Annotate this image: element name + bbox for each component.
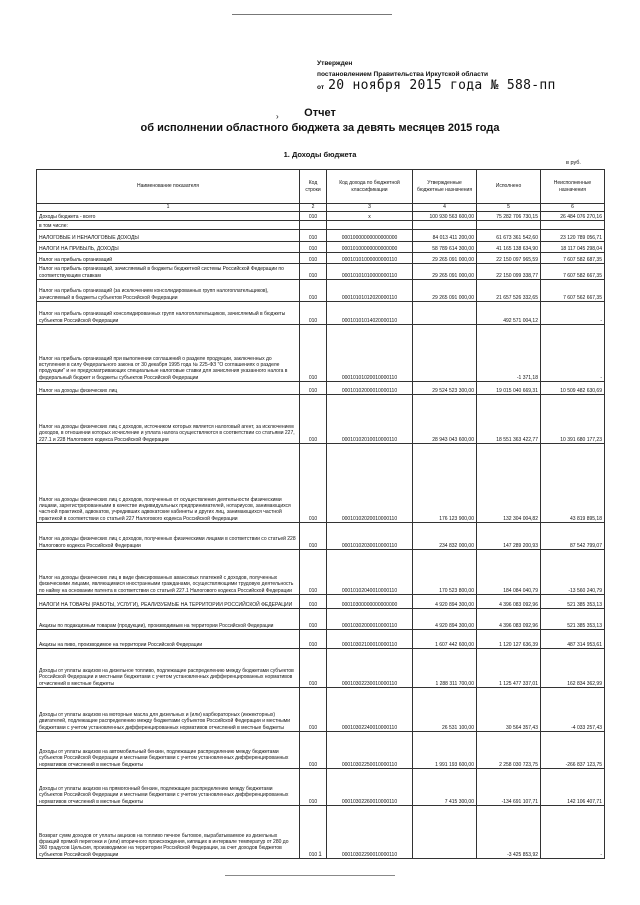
row-name: Налог на прибыль организаций, зачисляемый в бюджеты бюджетной системы Российской Федерации по соответствующим ставкам <box>37 264 300 280</box>
row-executed: 19 015 040 669,31 <box>477 382 541 395</box>
row-line-code: 010 <box>300 212 327 221</box>
row-executed: -3 425 853,92 <box>477 806 541 859</box>
row-remaining: 521 385 353,13 <box>541 609 605 630</box>
row-name: Налог на прибыль организаций консолидированных групп налогоплательщиков, зачисляемый в бюджеты субъектов Российской Федерации <box>37 302 300 325</box>
row-executed: 30 564 357,43 <box>477 688 541 732</box>
row-remaining: 87 542 799,07 <box>541 523 605 550</box>
row-income-code: 00010102000010000110 <box>327 382 413 395</box>
row-name: Налог на доходы физических лиц с доходов, полученных физическими лицами в соответствии со статьей 228 Налогового кодекса Российской Федерации <box>37 523 300 550</box>
row-executed <box>477 221 541 230</box>
row-approved: 170 523 800,00 <box>413 550 477 595</box>
scan-mark: › <box>276 112 279 121</box>
row-executed: 18 551 363 422,77 <box>477 395 541 444</box>
row-remaining: 162 834 362,99 <box>541 649 605 688</box>
col-number: 1 <box>37 204 300 212</box>
row-income-code: 00010101000000000110 <box>327 253 413 264</box>
table-row <box>37 444 605 523</box>
approved-label: Утвержден <box>317 60 353 67</box>
row-executed: -134 691 107,71 <box>477 769 541 806</box>
row-income-code: 00010102030010000110 <box>327 523 413 550</box>
row-remaining: 487 314 953,61 <box>541 630 605 649</box>
row-line-code: 010 <box>300 395 327 444</box>
col-header-remaining: Неисполненные назначения <box>541 170 605 204</box>
col-header-code: Код дохода по бюджетной классификации <box>327 170 413 204</box>
row-income-code: 00010102040010000110 <box>327 550 413 595</box>
row-executed: 492 571 004,12 <box>477 302 541 325</box>
row-line-code: 010 <box>300 264 327 280</box>
row-executed: 184 084 040,79 <box>477 550 541 595</box>
col-number: 5 <box>477 204 541 212</box>
row-executed: 41 165 138 634,90 <box>477 242 541 253</box>
row-name: Налог на доходы физических лиц <box>37 382 300 395</box>
row-remaining: 26 484 076 270,16 <box>541 212 605 221</box>
row-income-code: 00010101012020000110 <box>327 280 413 302</box>
row-income-code: 00010101020010000110 <box>327 325 413 382</box>
row-approved: 26 531 100,00 <box>413 688 477 732</box>
col-header-name: Наименование показателя <box>37 170 300 204</box>
row-remaining: 23 120 789 056,71 <box>541 230 605 242</box>
row-line-code: 010 <box>300 806 327 859</box>
row-name: НАЛОГОВЫЕ И НЕНАЛОГОВЫЕ ДОХОДЫ <box>37 230 300 242</box>
col-number: 2 <box>300 204 327 212</box>
col-header-executed: Исполнено <box>477 170 541 204</box>
row-executed: 22 150 097 965,59 <box>477 253 541 264</box>
row-remaining <box>541 221 605 230</box>
row-remaining: - <box>541 302 605 325</box>
table-row <box>37 609 605 630</box>
row-name: Налог на доходы физических лиц с доходов, полученных от осуществления деятельности физическими лицами, зарегистрированными в качестве индивидуальных предпринимателей, нотариусов, занимающихся частной практикой, адвокатов, учредивших адвокатские кабинеты и других лиц, занимающихся частной практикой в соответствии со статьей 227 Налогового кодекса Российской Федерации <box>37 444 300 523</box>
row-remaining: -13 560 240,79 <box>541 550 605 595</box>
approval-block <box>317 58 556 93</box>
row-name: Акцизы на пиво, производимое на территории Российской Федерации <box>37 630 300 649</box>
table-row <box>37 253 605 264</box>
row-line-code: 010 <box>300 302 327 325</box>
row-approved: 29 265 091 000,00 <box>413 264 477 280</box>
row-remaining: 18 117 045 298,04 <box>541 242 605 253</box>
row-name: Доходы от уплаты акцизов на автомобильный бензин, подлежащие распределению между бюджетами субъектов Российской Федерации и местными бюджетами с учетом установленных дифференцированных нормативов отчислений в местные бюджеты <box>37 732 300 769</box>
table-row <box>37 649 605 688</box>
decree-date-number: 20 ноября 2015 года № 588-пп <box>328 78 556 93</box>
row-executed: 1 120 127 636,39 <box>477 630 541 649</box>
row-income-code: 00010101010000000110 <box>327 264 413 280</box>
row-executed: 22 150 099 338,77 <box>477 264 541 280</box>
row-remaining: - <box>541 325 605 382</box>
row-approved: 4 920 894 300,00 <box>413 609 477 630</box>
row-approved: 176 123 900,00 <box>413 444 477 523</box>
table-row <box>37 230 605 242</box>
date-line <box>317 80 556 93</box>
table-row <box>37 595 605 609</box>
row-approved: 29 265 091 000,00 <box>413 280 477 302</box>
row-executed: 1 125 477 337,01 <box>477 649 541 688</box>
row-approved: 28 943 043 600,00 <box>413 395 477 444</box>
row-line-code <box>300 221 327 230</box>
row-income-code: 00010102010010000110 <box>327 395 413 444</box>
row-executed: 4 396 083 092,96 <box>477 595 541 609</box>
row-income-code: 00010302260010000110 <box>327 769 413 806</box>
row-line-code: 010 <box>300 550 327 595</box>
section-title: 1. Доходы бюджета <box>283 150 357 159</box>
revenue-table <box>36 169 605 859</box>
column-number-row <box>37 204 605 212</box>
col-number: 4 <box>413 204 477 212</box>
table-row <box>37 280 605 302</box>
row-approved: 234 832 000,00 <box>413 523 477 550</box>
row-name: Доходы бюджета - всего <box>37 212 300 221</box>
row-approved: 29 524 523 300,00 <box>413 382 477 395</box>
bottom-rule <box>225 875 395 876</box>
col-number: 6 <box>541 204 605 212</box>
row-approved: 1 991 193 600,00 <box>413 732 477 769</box>
row-name: Налог на доходы физических лиц с доходов, источником которых является налоговый агент, за исключением доходов, в отношении которых исчисление и уплата налога осуществляются в соответствии со статьями 227, 227.1 и 228 Налогового кодекса Российской Федерации <box>37 395 300 444</box>
row-line-code: 010 <box>300 242 327 253</box>
row-executed: 61 673 361 542,60 <box>477 230 541 242</box>
from-label: от <box>317 84 325 91</box>
row-name: Доходы от уплаты акцизов на прямогонный бензин, подлежащие распределению между бюджетами субъектов Российской Федерации и местными бюджетами с учетом установленных дифференцированных нормативов отчислений в местные бюджеты <box>37 769 300 806</box>
row-executed: 132 304 004,82 <box>477 444 541 523</box>
table-row <box>37 242 605 253</box>
row-name: в том числе: <box>37 221 300 230</box>
row-remaining: 142 106 407,71 <box>541 769 605 806</box>
row-line-code: 010 <box>300 382 327 395</box>
top-rule <box>232 14 392 15</box>
row-line-code: 010 <box>300 595 327 609</box>
row-approved <box>413 806 477 859</box>
row-line-code: 010 <box>300 325 327 382</box>
row-remaining: 43 819 895,18 <box>541 444 605 523</box>
table-header-row <box>37 170 605 204</box>
table-row <box>37 630 605 649</box>
row-name: Налог на прибыль организаций при выполнении соглашений о разделе продукции, заключенных до вступления в силу Федерального закона от 30 декабря 1995 года № 225-ФЗ "О соглашениях о разделе продукции" и не предусматривающих специальные налоговые ставки для зачисления указанного налога в федеральный бюджет и бюджеты субъектов Российской Федерации <box>37 325 300 382</box>
row-income-code: x <box>327 212 413 221</box>
row-line-code: 010 <box>300 253 327 264</box>
row-name: НАЛОГИ НА ТОВАРЫ (РАБОТЫ, УСЛУГИ), РЕАЛИЗУЕМЫЕ НА ТЕРРИТОРИИ РОССИЙСКОЙ ФЕДЕРАЦИИ <box>37 595 300 609</box>
row-name: Акцизы по подакцизным товарам (продукции), производимым на территории Российской Федерации <box>37 609 300 630</box>
row-remaining: 7 607 562 667,35 <box>541 280 605 302</box>
table-row <box>37 302 605 325</box>
col-header-line: Код строки <box>300 170 327 204</box>
row-line-code: 010 <box>300 523 327 550</box>
table-row <box>37 212 605 221</box>
row-executed: 2 258 030 723,75 <box>477 732 541 769</box>
row-line-code: 010 <box>300 649 327 688</box>
row-approved: 29 265 091 000,00 <box>413 253 477 264</box>
row-income-code: 00010100000000000000 <box>327 242 413 253</box>
decree-label: постановлением Правительства Иркутской области <box>317 71 489 78</box>
row-income-code <box>327 221 413 230</box>
row-remaining: 521 385 353,13 <box>541 595 605 609</box>
table-row <box>37 523 605 550</box>
report-title: Отчет <box>304 107 336 119</box>
row-remaining: -4 033 257,43 <box>541 688 605 732</box>
table-row <box>37 325 605 382</box>
row-line-code: 010 <box>300 732 327 769</box>
row-approved: 84 013 411 200,00 <box>413 230 477 242</box>
table-row <box>37 769 605 806</box>
row-remaining: -266 837 123,75 <box>541 732 605 769</box>
row-executed: 4 396 083 092,96 <box>477 609 541 630</box>
row-name: Налог на доходы физических лиц в виде фиксированных авансовых платежей с доходов, полученных физическими лицами, являющимися иностранными гражданами, осуществляющими трудовую деятельность по найму на основании патента в соответствии со статьей 227.1 Налогового кодекса Российской Федерации <box>37 550 300 595</box>
row-executed: 21 657 526 332,65 <box>477 280 541 302</box>
row-executed: -1 371,18 <box>477 325 541 382</box>
row-approved: 100 930 563 600,00 <box>413 212 477 221</box>
row-name: Доходы от уплаты акцизов на дизельное топливо, подлежащие распределению между бюджетами субъектов Российской Федерации и местными бюджетами с учетом установленных дифференцированных нормативов отчислений в местные бюджеты <box>37 649 300 688</box>
row-approved: 4 920 894 300,00 <box>413 595 477 609</box>
row-approved <box>413 221 477 230</box>
row-remaining: 10 509 482 630,69 <box>541 382 605 395</box>
table-row <box>37 382 605 395</box>
table-body <box>37 212 605 859</box>
row-income-code: 00010302000010000110 <box>327 609 413 630</box>
row-line-code: 010 <box>300 230 327 242</box>
row-income-code: 00010302240010000110 <box>327 688 413 732</box>
row-approved: 1 607 442 600,00 <box>413 630 477 649</box>
row-name: Возврат сумм доходов от уплаты акцизов на топливо печное бытовое, вырабатываемое из дизельных фракций прямой перегонки и (или) вторичного происхождения, кипящих в интервале температур от 280 до 360 градусов Цельсия, производимое на территории Российской Федерации, за счет доходов бюджетов субъектов Российской Федерации <box>37 806 300 859</box>
row-remaining: 10 391 680 177,23 <box>541 395 605 444</box>
row-line-code: 010 <box>300 280 327 302</box>
table-row <box>37 688 605 732</box>
report-subtitle: об исполнении областного бюджета за девять месяцев 2015 года <box>140 122 500 134</box>
row-income-code: 00010101014020000110 <box>327 302 413 325</box>
row-line-code: 010 <box>300 444 327 523</box>
row-name: Налог на прибыль организаций (за исключением консолидированных групп налогоплательщиков), зачисляемый в бюджеты субъектов Российской Федерации <box>37 280 300 302</box>
row-line-code: 010 <box>300 688 327 732</box>
row-remaining: - <box>541 806 605 859</box>
page-number: 1 <box>318 852 322 858</box>
row-income-code: 00010302290010000110 <box>327 806 413 859</box>
row-executed: 147 289 200,93 <box>477 523 541 550</box>
row-income-code: 00010302100010000110 <box>327 630 413 649</box>
row-income-code: 00010000000000000000 <box>327 230 413 242</box>
row-income-code: 00010302230010000110 <box>327 649 413 688</box>
row-line-code: 010 <box>300 630 327 649</box>
table-row <box>37 550 605 595</box>
unit-label: в руб. <box>566 160 581 166</box>
table-row <box>37 806 605 859</box>
row-remaining: 7 607 582 667,35 <box>541 264 605 280</box>
row-income-code: 00010302250010000110 <box>327 732 413 769</box>
row-income-code: 00010102020010000110 <box>327 444 413 523</box>
row-name: Налог на прибыль организаций <box>37 253 300 264</box>
table-row <box>37 221 605 230</box>
row-approved: 1 288 311 700,00 <box>413 649 477 688</box>
row-executed: 75 282 706 730,15 <box>477 212 541 221</box>
col-number: 3 <box>327 204 413 212</box>
row-approved <box>413 302 477 325</box>
row-approved: 7 415 300,00 <box>413 769 477 806</box>
row-approved: 58 789 614 300,00 <box>413 242 477 253</box>
row-name: НАЛОГИ НА ПРИБЫЛЬ, ДОХОДЫ <box>37 242 300 253</box>
row-line-code: 010 <box>300 769 327 806</box>
row-approved <box>413 325 477 382</box>
table-row <box>37 732 605 769</box>
row-line-code: 010 <box>300 609 327 630</box>
row-name: Доходы от уплаты акцизов на моторные масла для дизельных и (или) карбюраторных (инжекторных) двигателей, подлежащие распределению между бюджетами субъектов Российской Федерации и местными бюджетами с учетом установленных дифференцированных нормативов отчислений в местные бюджеты <box>37 688 300 732</box>
row-income-code: 00010300000000000000 <box>327 595 413 609</box>
row-remaining: 7 607 582 687,35 <box>541 253 605 264</box>
table-row <box>37 264 605 280</box>
table-row <box>37 395 605 444</box>
col-header-approved: Утвержденные бюджетные назначения <box>413 170 477 204</box>
